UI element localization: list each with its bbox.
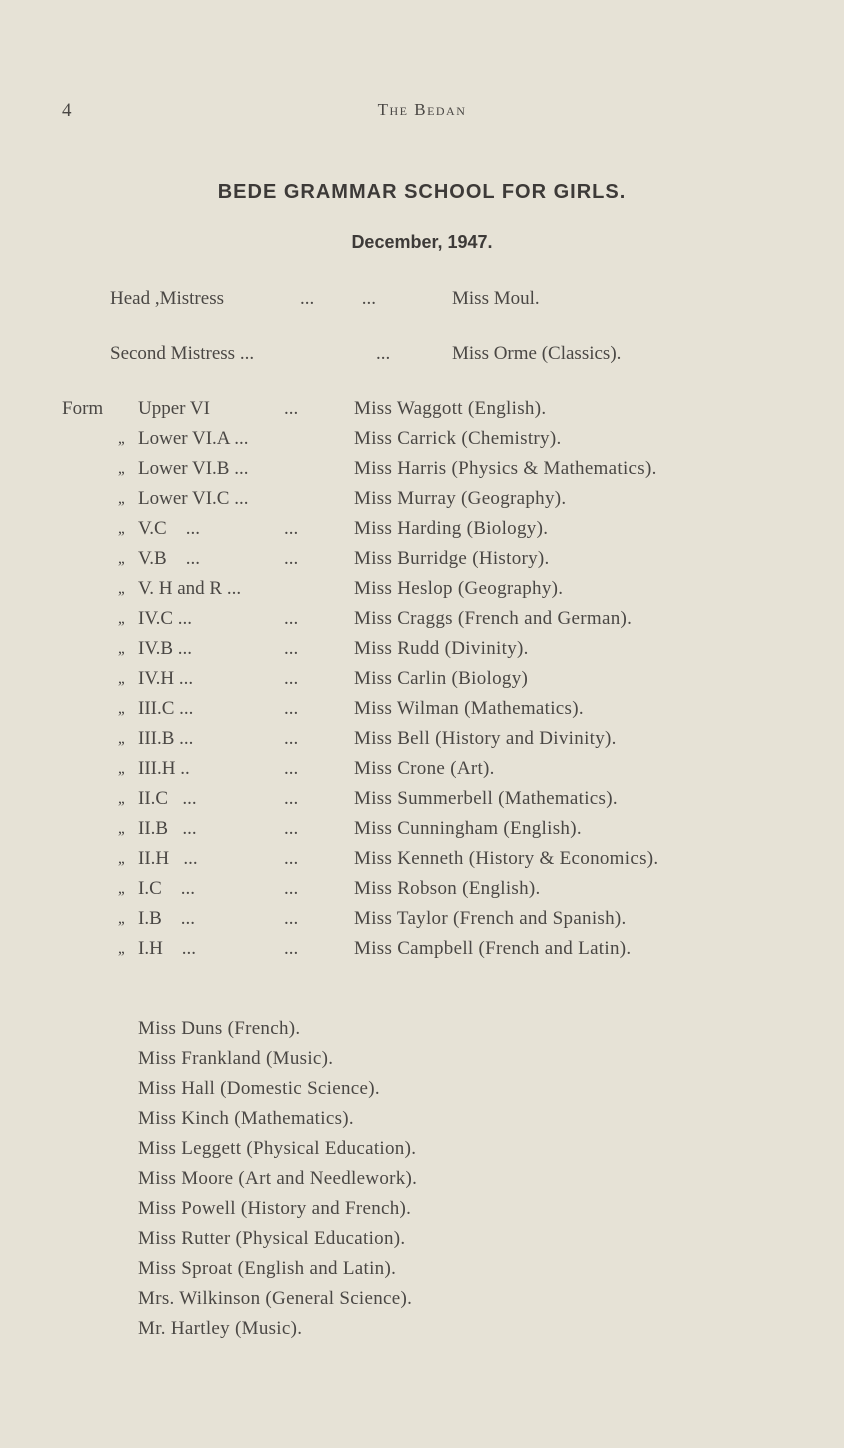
- form-row: [0, 904, 844, 934]
- form-teacher: Miss Summerbell (Mathematics).: [354, 788, 618, 809]
- form-label: II.C ...: [138, 788, 197, 809]
- form-teacher: Miss Cunningham (English).: [354, 818, 582, 839]
- form-leader-dots: ...: [284, 698, 299, 719]
- form-row: [0, 694, 844, 724]
- form-row: [0, 514, 844, 544]
- staff-row: Miss Sproat (English and Latin).: [138, 1258, 397, 1279]
- ditto-mark: ,,: [118, 580, 124, 597]
- form-teacher: Miss Rudd (Divinity).: [354, 638, 529, 659]
- form-leader-dots: ...: [284, 938, 299, 959]
- form-label: III.C ...: [138, 698, 194, 719]
- form-label: III.B ...: [138, 728, 194, 749]
- form-row: [0, 454, 844, 484]
- senior-dots: ...: [376, 343, 391, 364]
- form-leader-dots: ...: [284, 908, 299, 929]
- form-row: [0, 934, 844, 964]
- senior-dots: ... ...: [300, 288, 376, 309]
- form-leader-dots: ...: [284, 668, 299, 689]
- form-label: Upper VI: [138, 398, 210, 419]
- form-leader-dots: ...: [284, 608, 299, 629]
- form-prefix: Form: [62, 398, 104, 419]
- form-leader-dots: ...: [284, 638, 299, 659]
- staff-row: Miss Moore (Art and Needlework).: [138, 1168, 418, 1189]
- page-number: 4: [62, 100, 72, 121]
- staff-row: Miss Rutter (Physical Education).: [138, 1228, 406, 1249]
- ditto-mark: ,,: [118, 820, 124, 837]
- senior-name: Miss Moul.: [452, 288, 540, 309]
- ditto-mark: ,,: [118, 670, 124, 687]
- ditto-mark: ,,: [118, 730, 124, 747]
- staff-row: Miss Powell (History and French).: [138, 1198, 412, 1219]
- form-teacher: Miss Harding (Biology).: [354, 518, 549, 539]
- form-row: [0, 604, 844, 634]
- form-teacher: Miss Taylor (French and Spanish).: [354, 908, 627, 929]
- ditto-mark: ,,: [118, 430, 124, 447]
- form-teacher: Miss Heslop (Geography).: [354, 578, 564, 599]
- form-label: IV.B ...: [138, 638, 193, 659]
- school-title: BEDE GRAMMAR SCHOOL FOR GIRLS.: [217, 181, 627, 203]
- ditto-mark: ,,: [118, 940, 124, 957]
- form-label: Lower VI.C ...: [138, 488, 249, 509]
- form-teacher: Miss Kenneth (History & Economics).: [354, 848, 659, 869]
- staff-row: Mrs. Wilkinson (General Science).: [138, 1288, 413, 1309]
- form-label: Lower VI.A ...: [138, 428, 249, 449]
- form-row: [0, 724, 844, 754]
- form-label: IV.C ...: [138, 608, 193, 629]
- ditto-mark: ,,: [118, 520, 124, 537]
- ditto-mark: ,,: [118, 460, 124, 477]
- form-leader-dots: ...: [284, 758, 299, 779]
- ditto-mark: ,,: [118, 760, 124, 777]
- senior-role: Head ,Mistress: [110, 288, 224, 309]
- staff-row: Miss Leggett (Physical Education).: [138, 1138, 417, 1159]
- form-leader-dots: ...: [284, 848, 299, 869]
- form-row: [0, 874, 844, 904]
- form-row: [0, 484, 844, 514]
- form-row: [0, 784, 844, 814]
- form-leader-dots: ...: [284, 878, 299, 899]
- form-row: [0, 664, 844, 694]
- form-teacher: Miss Carrick (Chemistry).: [354, 428, 562, 449]
- other-staff-list: [138, 1014, 417, 1344]
- form-teacher: Miss Craggs (French and German).: [354, 608, 633, 629]
- form-label: V.C ...: [138, 518, 200, 539]
- form-label: III.H ..: [138, 758, 190, 779]
- form-row: [0, 754, 844, 784]
- form-row: [0, 574, 844, 604]
- form-row: [0, 634, 844, 664]
- form-leader-dots: ...: [284, 518, 299, 539]
- ditto-mark: ,,: [118, 700, 124, 717]
- senior-role: Second Mistress ...: [110, 343, 255, 364]
- form-mistress-list: [0, 394, 844, 964]
- staff-row: Mr. Hartley (Music).: [138, 1318, 303, 1339]
- ditto-mark: ,,: [118, 910, 124, 927]
- form-label: II.B ...: [138, 818, 197, 839]
- form-leader-dots: ...: [284, 398, 299, 419]
- form-row: [0, 844, 844, 874]
- form-leader-dots: ...: [284, 728, 299, 749]
- ditto-mark: ,,: [118, 610, 124, 627]
- form-leader-dots: ...: [284, 818, 299, 839]
- form-teacher: Miss Carlin (Biology): [354, 668, 529, 689]
- staff-row: Miss Kinch (Mathematics).: [138, 1108, 354, 1129]
- form-label: I.C ...: [138, 878, 195, 899]
- form-leader-dots: ...: [284, 548, 299, 569]
- form-label: II.H ...: [138, 848, 198, 869]
- ditto-mark: ,,: [118, 850, 124, 867]
- form-row: [0, 394, 844, 424]
- form-teacher: Miss Crone (Art).: [354, 758, 495, 779]
- form-teacher: Miss Wilman (Mathematics).: [354, 698, 584, 719]
- form-label: I.B ...: [138, 908, 195, 929]
- form-label: V. H and R ...: [138, 578, 242, 599]
- staff-row: Miss Duns (French).: [138, 1018, 301, 1039]
- senior-name: Miss Orme (Classics).: [452, 343, 622, 364]
- ditto-mark: ,,: [118, 550, 124, 567]
- form-label: IV.H ...: [138, 668, 194, 689]
- ditto-mark: ,,: [118, 490, 124, 507]
- form-teacher: Miss Harris (Physics & Mathematics).: [354, 458, 657, 479]
- date-line: December, 1947.: [351, 232, 493, 252]
- ditto-mark: ,,: [118, 880, 124, 897]
- form-row: [0, 814, 844, 844]
- form-teacher: Miss Robson (English).: [354, 878, 541, 899]
- form-label: Lower VI.B ...: [138, 458, 249, 479]
- form-teacher: Miss Bell (History and Divinity).: [354, 728, 617, 749]
- form-teacher: Miss Campbell (French and Latin).: [354, 938, 632, 959]
- form-teacher: Miss Burridge (History).: [354, 548, 550, 569]
- form-leader-dots: ...: [284, 788, 299, 809]
- running-head: The Bedan: [377, 100, 467, 119]
- ditto-mark: ,,: [118, 640, 124, 657]
- staff-row: Miss Frankland (Music).: [138, 1048, 334, 1069]
- form-teacher: Miss Murray (Geography).: [354, 488, 567, 509]
- form-label: I.H ...: [138, 938, 197, 959]
- staff-row: Miss Hall (Domestic Science).: [138, 1078, 380, 1099]
- form-row: [0, 544, 844, 574]
- form-row: [0, 424, 844, 454]
- form-label: V.B ...: [138, 548, 200, 569]
- form-teacher: Miss Waggott (English).: [354, 398, 547, 419]
- ditto-mark: ,,: [118, 790, 124, 807]
